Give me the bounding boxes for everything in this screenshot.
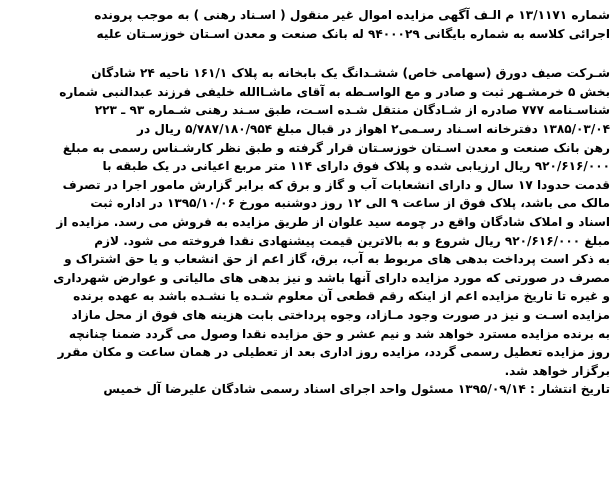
auction-notice [4,6,610,399]
publication-footer: تاریخ انتشار : ۱۳۹۵/۰۹/۱۴ مسئول واحد اجرای اسناد رسمی شادگان علیرضا آل خمیس [103,382,610,397]
body-line: روز مزایده تعطیل رسمی گردد، مزایده روز اداری بعد از تعطیلی در همان ساعت و مکان مقرر [57,345,610,360]
body-line: به برنده مزایده مسترد خواهد شد و نیم عشر و حق مزایده نقدا وصول می گردد ضمنا چنانچه [68,326,610,341]
body-line: شناسـنامه ۷۷۷ صادره از شـادگان منتقل شـده اسـت، طبق سـند رهنی شـماره ۹۳ ـ ۲۲۳ [94,103,610,118]
body-line: قدمت حدودا ۱۷ سال و دارای انشعابات آب و گاز و برق که برابر گزارش مامور اجرا در تصرف [62,177,610,192]
notice-header-line-2: اجرائی کلاسه به شماره بایگانی ۹۴۰۰۰۲۹ له بانک صنعت و معدن اسـتان خوزسـتان علیه [96,26,610,41]
notice-header-line-1: شماره ۱۳/۱۱۷۱ م الـف آگهی مزایده اموال غیر منقول ( اسـناد رهنی ) به موجب پرونده [94,8,610,22]
header-gap [4,43,610,64]
notice-body [4,64,610,380]
body-line: مبلغ ۹۲۰/۶۱۶/۰۰۰ ریال شروع و به بالاترین قیمت پیشنهادی نقدا فروخته می شود. لازم [94,233,610,248]
body-line: برگزار خواهد شد. [504,363,610,378]
body-line: بخش ۵ خرمشـهر ثبت و صادر و مع الواسـطه به آقای ماشـاالله خلیفی فرزند عبدالنبی شماره [59,84,610,99]
body-line: و غیره تا تاریخ مزایده اعم از اینکه رقم قطعی آن معلوم شـده یا نشـده باشد به عهده برنده [73,289,610,304]
body-line: شـرکت صیف دورق (سهامی خاص) ششـدانگ یک بابخانه به پلاک ۱۶۱/۱ ناحیه ۲۴ شادگان [91,66,610,81]
body-line: مزایده اسـت و نیز در صورت وجود مـازاد، وجوه پرداختی بابت هزینه های فوق از محل مازاد [71,307,610,322]
body-line: مالک می باشد، پلاک فوق از ساعت ۹ الی ۱۲ روز دوشنبه مورخ ۱۳۹۵/۱۰/۰۶ در اداره ثبت [90,196,610,211]
body-line: به ذکر است پرداخت بدهی های مربوط به آب، برق، گاز اعم از حق انشعاب و یا حق اشتراک و [64,252,610,267]
body-line: رهن بانک صنعت و معدن اسـتان خوزسـتان قرار گرفته و طبق نظر کارشـناس رسمی به مبلغ [62,140,610,155]
body-line: ۱۳۸۵/۰۳/۰۴ دفترخانه اسـناد رسـمی۲ اهواز در قبال مبلغ ۵/۷۸۷/۱۸۰/۹۵۴ ریال در [136,121,610,136]
body-line: ۹۲۰/۶۱۶/۰۰۰ ریال ارزیابی شده و پلاک فوق دارای ۱۱۴ متر مربع اعیانی در یک طبقه با [102,159,610,174]
body-line: مصرف در صورتی که مورد مزایده دارای آنها باشد و نیز بدهی های مالیاتی و عوارض شهرداری [53,270,610,285]
body-line: اسناد و املاک شادگان واقع در چومه سید علوان از طریق مزایده به فروش می رسد. مزایده از [56,214,610,229]
